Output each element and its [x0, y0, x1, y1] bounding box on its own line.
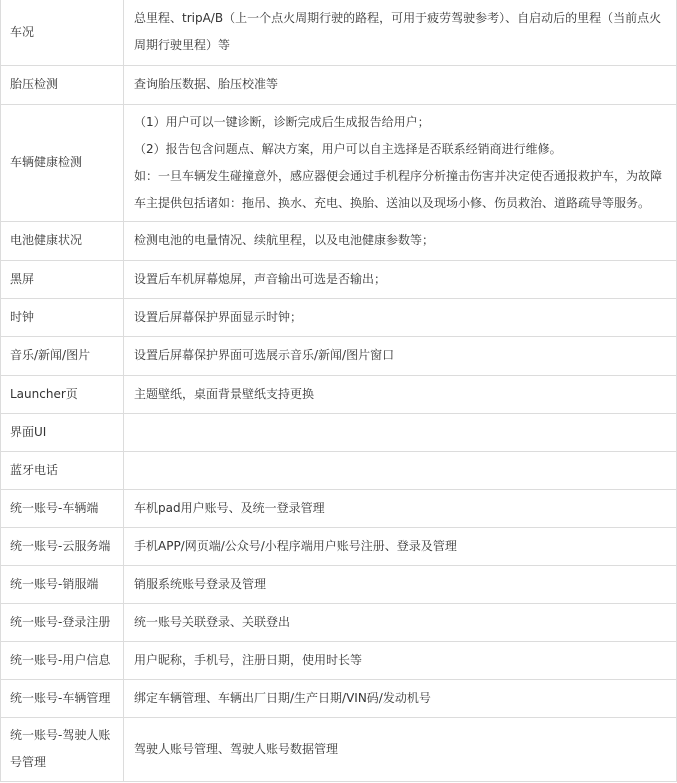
- row-value: [124, 603, 677, 641]
- row-value: [124, 527, 677, 565]
- row-value-line: 设置后屏幕保护界面显示时钟；: [134, 309, 303, 324]
- row-value: [124, 0, 677, 65]
- table-row: [1, 65, 677, 104]
- table-row: [1, 641, 677, 679]
- row-value-line: 查询胎压数据、胎压校准等: [134, 77, 279, 91]
- table-row: [1, 679, 677, 717]
- row-value-line: 驾驶人账号管理、驾驶人账号数据管理: [134, 741, 339, 756]
- row-value: [124, 717, 677, 781]
- row-value-line: 销服系统账号登录及管理: [134, 576, 267, 591]
- row-value-line: 主题壁纸，桌面背景壁纸支持更换: [134, 386, 315, 401]
- row-key: 统一账号-车辆管理: [1, 679, 124, 717]
- row-key: 音乐/新闻/图片: [1, 336, 124, 375]
- row-key: 界面UI: [1, 413, 124, 451]
- row-value: [124, 565, 677, 603]
- row-key: 黑屏: [1, 260, 124, 298]
- table-row: [1, 336, 677, 375]
- table-row: [1, 451, 677, 489]
- row-value-line: 用户昵称，手机号，注册日期，使用时长等: [134, 652, 363, 667]
- table-row: [1, 717, 677, 781]
- row-value-line: 总里程、tripA/B（上一个点火周期行驶的路程，可用于疲劳驾驶参考）、自启动后的里程（当前点火周期行驶里程）等: [134, 11, 662, 53]
- row-key: 统一账号-云服务端: [1, 527, 124, 565]
- row-value-line: 设置后屏幕保护界面可选展示音乐/新闻/图片窗口: [134, 348, 395, 362]
- table-row: [1, 527, 677, 565]
- row-value-line: （1）用户可以一键诊断，诊断完成后生成报告给用户；: [134, 114, 430, 129]
- row-key: 时钟: [1, 298, 124, 336]
- row-value-line: 车机pad用户账号、及统一登录管理: [134, 500, 325, 515]
- row-key: 车辆健康检测: [1, 104, 124, 221]
- row-value: [124, 336, 677, 375]
- feature-table-body: [1, 0, 677, 781]
- row-value: [124, 221, 677, 260]
- row-value-line: 设置后车机屏幕熄屏，声音输出可选是否输出；: [134, 271, 387, 286]
- row-key: 统一账号-车辆端: [1, 489, 124, 527]
- table-row: [1, 104, 677, 221]
- table-row: [1, 603, 677, 641]
- row-key: 车况: [1, 0, 124, 65]
- row-value: [124, 451, 677, 489]
- row-value: [124, 679, 677, 717]
- row-key: Launcher页: [1, 375, 124, 413]
- row-value: [124, 298, 677, 336]
- row-value: [124, 375, 677, 413]
- row-value-line: 绑定车辆管理、车辆出厂日期/生产日期/VIN码/发动机号: [134, 690, 431, 705]
- row-value-line: 统一账号关联登录、关联登出: [134, 614, 291, 629]
- row-value: [124, 413, 677, 451]
- row-value: [124, 260, 677, 298]
- row-key: 胎压检测: [1, 65, 124, 104]
- row-value-line: （2）报告包含问题点、解决方案，用户可以自主选择是否联系经销商进行维修。: [134, 141, 562, 156]
- row-value: [124, 641, 677, 679]
- row-value-line: 检测电池的电量情况、续航里程，以及电池健康参数等；: [134, 233, 435, 247]
- table-row: [1, 375, 677, 413]
- row-key: 统一账号-销服端: [1, 565, 124, 603]
- row-key: 电池健康状况: [1, 221, 124, 260]
- row-key: 统一账号-登录注册: [1, 603, 124, 641]
- row-key: 蓝牙电话: [1, 451, 124, 489]
- row-value: [124, 104, 677, 221]
- row-value: [124, 65, 677, 104]
- table-row: [1, 260, 677, 298]
- row-value: [124, 489, 677, 527]
- row-key: 统一账号-用户信息: [1, 641, 124, 679]
- table-row: [1, 0, 677, 65]
- row-key: 统一账号-驾驶人账号管理: [1, 717, 124, 781]
- table-row: [1, 413, 677, 451]
- table-row: [1, 298, 677, 336]
- table-row: [1, 221, 677, 260]
- row-value-line: 手机APP/网页端/公众号/小程序端用户账号注册、登录及管理: [134, 538, 457, 553]
- row-value-line: 如：一旦车辆发生碰撞意外，感应器便会通过手机程序分析撞击伤害并决定使否通报救护车，为故障车主提供包括诸如：拖吊、换水、充电、换胎、送油以及现场小修、伤员救治、道路疏导等服务。: [134, 168, 663, 210]
- table-row: [1, 489, 677, 527]
- table-row: [1, 565, 677, 603]
